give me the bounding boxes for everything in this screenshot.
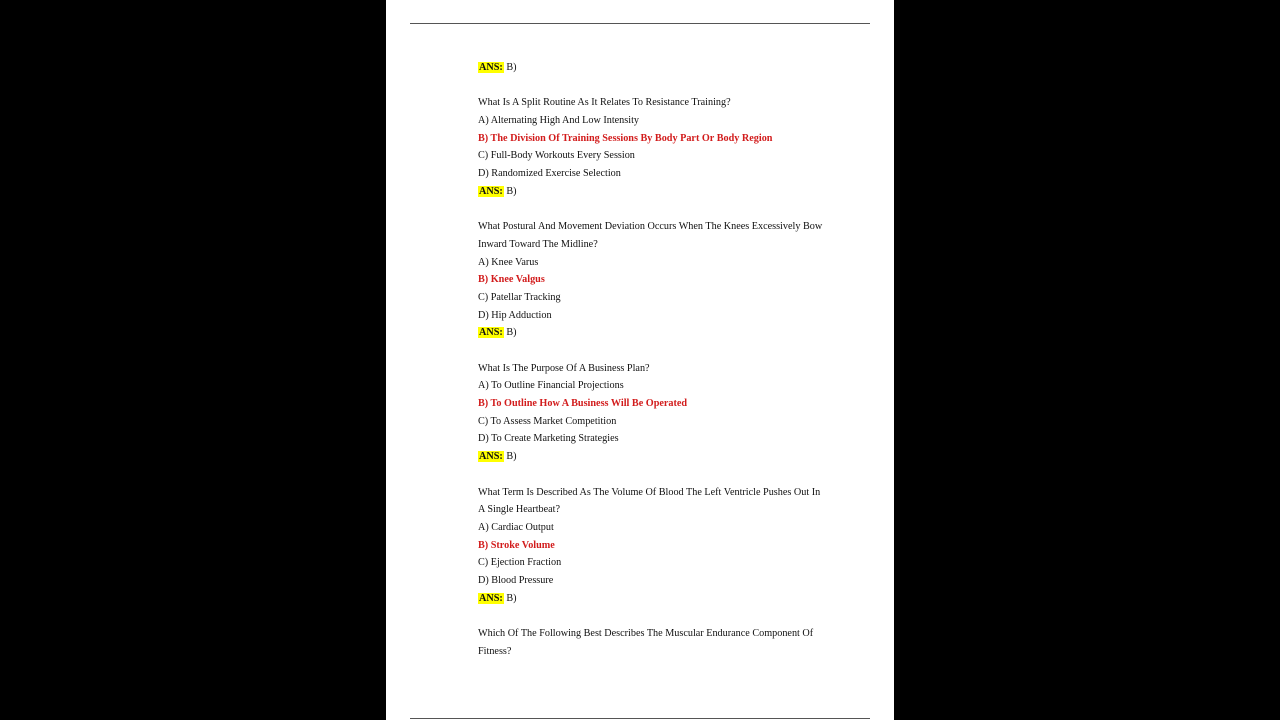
correct-option: B) Stroke Volume (478, 539, 555, 551)
option: A) Cardiac Output (478, 521, 554, 533)
answer-label: ANS: (479, 451, 503, 463)
spacer (478, 77, 838, 95)
question-text: What Is The Purpose Of A Business Plan? (478, 362, 650, 374)
question-text: Which Of The Following Best Describes The Muscular Endurance Component Of (478, 628, 814, 639)
document-page (386, 0, 894, 720)
option: A) Knee Varus (478, 256, 539, 268)
option: D) To Create Marketing Strategies (478, 433, 619, 445)
footer-rule (410, 718, 870, 719)
option: A) Alternating High And Low Intensity (478, 115, 639, 127)
question-block (478, 201, 838, 343)
option: D) Hip Adduction (478, 309, 552, 321)
answer-line (478, 183, 838, 201)
header-rule (410, 23, 870, 24)
option: D) Blood Pressure (478, 574, 554, 586)
answer-label: ANS: (479, 62, 503, 73)
answer-label: ANS: (479, 592, 503, 604)
option: C) Ejection Fraction (478, 557, 562, 569)
question-text: What Postural And Movement Deviation Occurs When The Knees Excessively Bow (478, 221, 823, 233)
spacer (478, 342, 838, 360)
spacer (478, 607, 838, 625)
page-content (478, 59, 838, 660)
answer-line (478, 590, 838, 608)
option: A) To Outline Financial Projections (478, 380, 624, 392)
answer-line (478, 448, 838, 466)
answer-line (478, 59, 838, 77)
answer-line (478, 324, 838, 342)
answer-label: ANS: (479, 185, 503, 197)
answer-value: B) (506, 451, 517, 463)
answer-value: B) (506, 327, 517, 339)
answer-label: ANS: (479, 327, 503, 339)
option: C) Patellar Tracking (478, 291, 561, 303)
question-list (478, 77, 838, 661)
question-text: Fitness? (478, 645, 512, 657)
answer-value: B) (506, 185, 517, 197)
question-text: What Term Is Described As The Volume Of Blood The Left Ventricle Pushes Out In (478, 486, 821, 498)
answer-value: B) (506, 592, 517, 604)
answer-value: B) (506, 62, 517, 73)
question-block (478, 77, 838, 201)
spacer (478, 201, 838, 219)
question-block (478, 466, 838, 608)
option: C) Full-Body Workouts Every Session (478, 150, 635, 162)
option: D) Randomized Exercise Selection (478, 168, 621, 180)
question-block (478, 607, 838, 660)
question-text: Inward Toward The Midline? (478, 238, 598, 250)
question-text: What Is A Split Routine As It Relates To Resistance Training? (478, 97, 731, 109)
spacer (478, 466, 838, 484)
correct-option: B) Knee Valgus (478, 274, 545, 286)
question-text: A Single Heartbeat? (478, 504, 561, 516)
correct-option: B) The Division Of Training Sessions By Body Part Or Body Region (478, 132, 773, 144)
option: C) To Assess Market Competition (478, 415, 617, 427)
correct-option: B) To Outline How A Business Will Be Operated (478, 398, 688, 410)
question-block (478, 342, 838, 466)
